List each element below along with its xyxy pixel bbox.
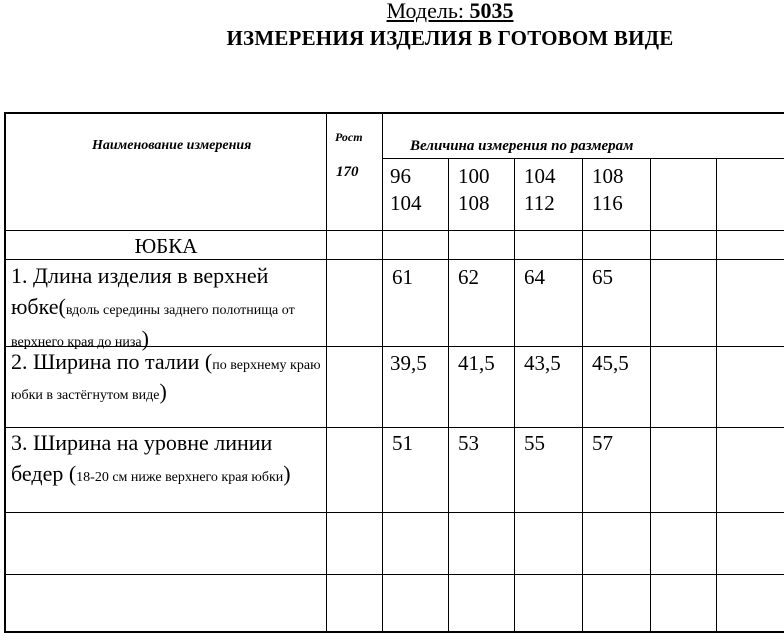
table-rule	[716, 158, 717, 633]
row-1-value: 65	[592, 265, 613, 289]
row-name-note: по верхнему краю юбки в застёгнутом виде	[11, 358, 321, 403]
row-name-main: 3. Ширина на уровне линии бедер (	[11, 430, 273, 486]
table-rule	[4, 259, 784, 260]
table-rule	[650, 158, 651, 633]
sizes-header: Величина измерения по размерам	[410, 138, 634, 154]
size-column-4	[592, 163, 624, 217]
size-bottom: 112	[524, 190, 555, 215]
size-top: 104	[524, 164, 556, 188]
table-rule	[382, 158, 784, 159]
model-number: 5035	[469, 0, 514, 23]
row-2-name	[11, 348, 323, 408]
size-column-1	[390, 163, 422, 217]
row-name-close: )	[159, 379, 167, 404]
row-1-value: 61	[392, 265, 413, 289]
row-2-value: 45,5	[592, 351, 629, 375]
size-bottom: 116	[592, 190, 623, 215]
table-rule	[4, 512, 784, 513]
height-value: 170	[336, 164, 359, 180]
row-3-value: 57	[592, 431, 613, 455]
table-rule	[382, 112, 383, 633]
model-label: Модель:	[386, 0, 464, 23]
row-name-note: 18-20 см ниже верхнего края юбки	[76, 470, 284, 485]
size-top: 96	[390, 164, 411, 188]
row-name-close: )	[283, 461, 291, 486]
table-rule	[4, 574, 784, 575]
row-3-value: 55	[524, 431, 545, 455]
size-top: 108	[592, 164, 624, 188]
row-name-main: 1. Длина изделия в верхней юбке(	[11, 263, 269, 319]
table-rule	[448, 158, 449, 633]
row-1-name	[11, 262, 323, 357]
row-2-value: 43,5	[524, 351, 561, 375]
row-2-value: 41,5	[458, 351, 495, 375]
height-label: Рост	[335, 130, 363, 144]
row-2-value: 39,5	[390, 351, 427, 375]
row-name-close: )	[141, 326, 149, 351]
row-name-main: 2. Ширина по талии (	[11, 349, 213, 374]
size-column-3	[524, 163, 556, 217]
table-rule	[4, 112, 784, 114]
measurement-name-header: Наименование измерения	[92, 138, 252, 153]
row-3-name	[11, 429, 323, 492]
row-1-value: 64	[524, 265, 545, 289]
row-3-value: 51	[392, 431, 413, 455]
section-title: ЮБКА	[134, 234, 198, 258]
row-1-value: 62	[458, 265, 479, 289]
size-column-2	[458, 163, 490, 217]
table-rule	[4, 230, 784, 231]
size-bottom: 104	[390, 190, 422, 215]
row-3-value: 53	[458, 431, 479, 455]
page-title: ИЗМЕРЕНИЯ ИЗДЕЛИЯ В ГОТОВОМ ВИДЕ	[226, 26, 674, 50]
table-rule	[4, 631, 784, 633]
row-name-note: вдоль середины заднего полотнища от верхнего края до низа	[11, 303, 295, 350]
table-rule	[582, 158, 583, 633]
table-rule	[514, 158, 515, 633]
size-bottom: 108	[458, 190, 490, 215]
table-rule	[326, 112, 327, 633]
table-rule	[4, 112, 6, 633]
table-rule	[4, 427, 784, 428]
size-top: 100	[458, 164, 490, 188]
